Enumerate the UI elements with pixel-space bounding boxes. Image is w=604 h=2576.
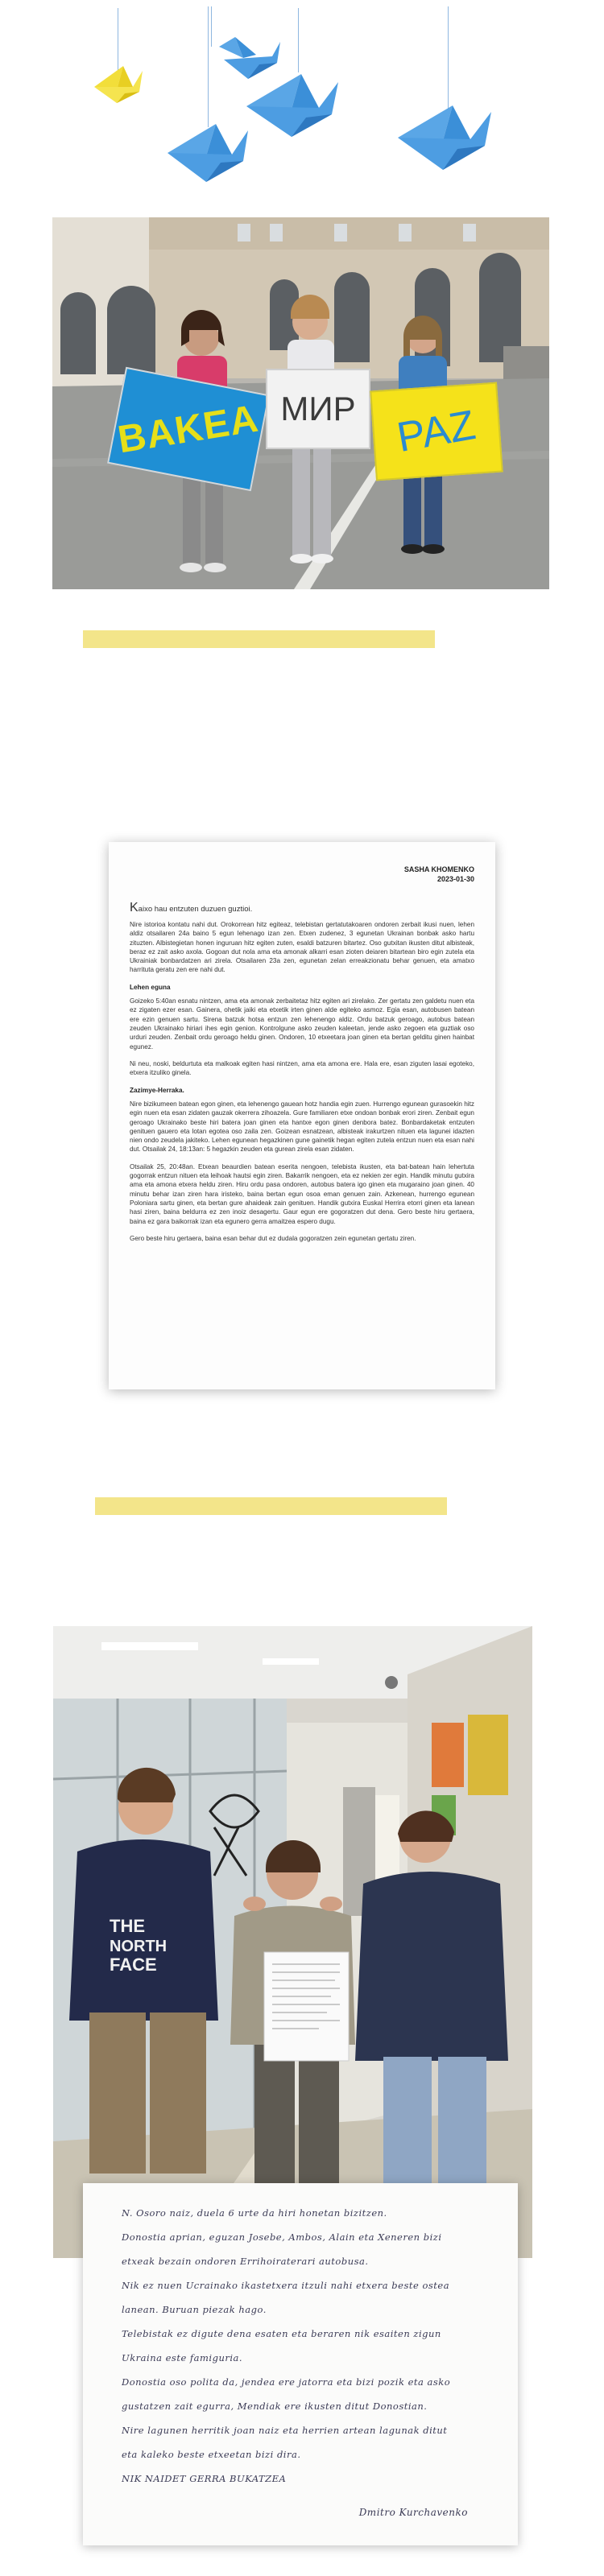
handwritten-line: eta kaleko beste etxeetan bizi dira. xyxy=(122,2449,301,2460)
letter-author: SASHA KHOMENKO xyxy=(403,865,474,873)
svg-text:THE: THE xyxy=(110,1916,145,1936)
handwritten-line: lanean. Buruan piezak hago. xyxy=(122,2304,267,2315)
handwritten-line: etxeak bezain ondoren Errihoiraterari autobusa. xyxy=(122,2256,369,2267)
handwritten-signature: Dmitro Kurchavenko xyxy=(358,2507,468,2518)
letter-paragraph: Nire bizikumeen batean egon ginen, eta lehenengo gauean hotz handia egin zuen. Hurrengo egunean gurasoekin hitz egin nuen eta esan zidaten gauzak okerrera zihoazela. Gure familiaren etxe ondoan bonbak erori ziren. Zenbait egun geroago Ukrainako beste hiri batera joan ginen eta hantxe egon ginen denbora batez. Bonbardaketak entzuten genituen gauero eta lotan egotea oso zaila zen. Goizean esnatzean, albisteak irakurtzen nituen eta lagunei idazten nien ondo zeudela jakiteko. Lehen egunean hegazkinen gune gainetik hegan egiten zutela entzun nuen eta esan nahi dut. Otsailak 24, 18:13an: 5 hegazkin zeuden eta gurean zirela esan zidaten. xyxy=(130,1100,474,1154)
sign-paz xyxy=(370,382,503,481)
letter-subtitle: Zazimye-Herraka. xyxy=(130,1086,184,1094)
crane-string xyxy=(208,6,209,127)
handwritten-line: Donostia oso polita da, jendea ere jatorra eta bizi pozik eta asko xyxy=(122,2376,451,2388)
handwritten-line: NIK NAIDET GERRA BUKATZEA xyxy=(122,2473,287,2484)
letter-paragraph: Nire istorioa kontatu nahi dut. Orokorrean hitz egiteaz, telebistan gertatutakoaren ondoren zerbait ikusi nuen, lehen aldiz otsailaren 24a baino 5 egun lehenago izan zen. Etxen zudenez, 3 egunetan Ukrainan bonbak asko hartu zituzten. Albistegietan honen inguruan hitz egiten zuten, esaldi batzuren bitartez. Oso gutxitan ikusten ditut albisteak, beraz ez zait asko axola. Gogoan dut nola ama eta amonak alkarri esan zioten deiaren bitartean biro egin zutela eta Ukrainiak bonbardatzen ari zirela. Otsailaren 23a zen, egunetan zelan erreakzionatu behar genuen, eta amatxo harrituta geratu zen ere nahi dut. xyxy=(130,920,474,974)
crane-string xyxy=(298,8,299,72)
letter-greeting: Kaixo hau entzuten duzuen guztioi. xyxy=(130,900,253,914)
students-hallway-photo xyxy=(53,1626,532,2258)
paper-cranes-decoration xyxy=(0,0,604,201)
handwritten-line: Nire lagunen herritik joan naiz eta herrien artean lagunak ditut xyxy=(122,2425,448,2436)
handwritten-line: Nik ez nuen Ucrainako ikastetxera itzuli nahi etxera beste ostea xyxy=(122,2280,450,2291)
handwritten-line: gustatzen zait egurra, Mendiak ere ikusten ditut Donostian. xyxy=(122,2401,428,2412)
svg-text:FACE: FACE xyxy=(110,1955,157,1975)
blue-paper-crane-icon xyxy=(393,101,498,175)
svg-text:NORTH: NORTH xyxy=(110,1938,168,1955)
sign-paz-text: PAZ xyxy=(394,401,479,462)
students-peace-signs-photo xyxy=(52,217,549,589)
blue-paper-crane-icon xyxy=(242,71,346,142)
handwritten-line: N. Osoro naiz, duela 6 urte da hiri honetan bizitzen. xyxy=(122,2207,387,2219)
typed-letter-document xyxy=(109,842,495,1389)
school-hallway-scene xyxy=(53,1626,532,2258)
letter-paragraph: Otsailak 25, 20:48an. Etxean beaurdien batean eserita nengoen, telebista ikusten, eta bat-batean hain lehertuta gogorrak entzun nituen eta leihoak hautsi egin ziren. Bakarrik nengoen, eta ez nekien zer egin. Handik minutu gutxira ama eta amona etxera heldu ziren. Hiru ordu pasa ondoren, autobus batera igo ginen eta mugaraino joan ginen. 40 minutu behar izan ziren hara iristeko, baina bertan egun osoa eman genuen zain. Azkenean, hurrengo egunean Poloniara sartu ginen, eta bertan gure ahaideak zain genituen. Handik gutxira Euskal Herrira etorri ginen eta lanean hasi ziren, baina beldurra ez zen inoiz desagertu. Gaur egun ere gogoratzen dut dena. Gero beste hiru gertaera, baina ez gara baikorrak izan eta egunero gerra amaitzea espero dugu. xyxy=(130,1162,474,1225)
letter-closing: Gero beste hiru gertaera, baina esan behar dut ez dudala gogoratzen zein egunetan gertatu ziren. xyxy=(130,1234,416,1242)
handwritten-line: Telebistak ez digute dena esaten eta beraren nik esaiten zigun xyxy=(122,2328,441,2339)
letter-subtitle: Lehen eguna xyxy=(130,983,171,991)
handwritten-line: Donostia aprian, eguzan Josebe, Ambos, Alain eta Xeneren bizi xyxy=(122,2231,442,2243)
letter-date: 2023-01-30 xyxy=(436,875,474,884)
sign-mir-text: МИР xyxy=(280,390,356,427)
blue-paper-crane-icon xyxy=(164,121,253,185)
highlight-divider xyxy=(95,1497,447,1515)
yellow-paper-crane-icon xyxy=(93,63,149,106)
sign-mir xyxy=(266,369,370,449)
handwritten-line: Ukraina este famiguria. xyxy=(122,2352,243,2363)
letter-paragraph: Goizeko 5:40an esnatu nintzen, ama eta amonak zerbaitetaz hitz egiten ari zirelako. Zer gertatu zen galdetu nuen eta ez zigaten ezer esan. Gainera, ohetik jaiki eta etxetik irten ginen alde egiteko asmoz. Egia esan, autobusen batean ere ezin genuen sartu. Sirena batzuk hotsa entzun zen lehenengo aldiz. Ordu batzuk geroago, autobus batean zeuden Ukrainako hiriari ihes egin genion. Kontrolgune asko zeuden kaleetan, jende asko zegoen eta guztiak oso urduri zeuden. Zenbait ordu geroago heldu ginen. Ondoren, 10 etxeetara joan ginen eta bertan gelditu ginen hainbat egunez. xyxy=(130,997,474,1051)
handwritten-letter-document xyxy=(83,2183,518,2545)
highlight-divider xyxy=(83,630,435,648)
sign-bakea-text: BAKEA xyxy=(115,397,262,461)
crane-string xyxy=(211,6,212,47)
letter-paragraph: Ni neu, noski, beldurtuta eta malkoak egiten hasi nintzen, ama eta amona ere. Hala ere, esan ziguten lasai egoteko, etxera itzuliko ginela. xyxy=(130,1059,474,1077)
